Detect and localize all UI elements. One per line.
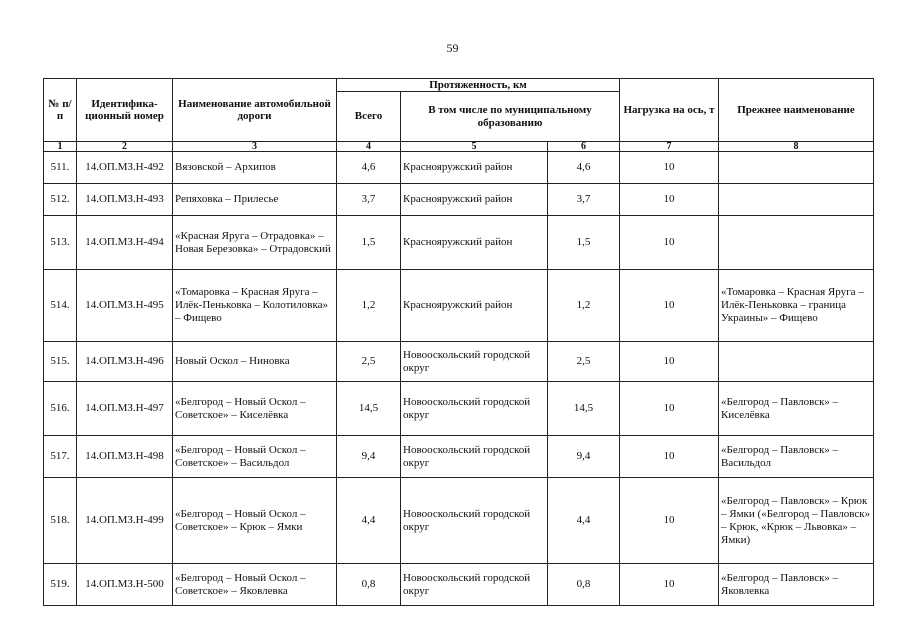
header-incl: В том числе по муниципальному образованию bbox=[401, 92, 620, 142]
previous-name-cell: «Белгород – Павловск» – Васильдол bbox=[719, 436, 874, 478]
previous-name-cell bbox=[719, 184, 874, 216]
length-total-cell: 4,4 bbox=[337, 478, 401, 564]
column-number: 1 bbox=[44, 142, 77, 152]
table-row bbox=[44, 478, 874, 564]
row-number-cell: 515. bbox=[44, 342, 77, 382]
municipality-cell: Новооскольский городской округ bbox=[401, 564, 548, 606]
row-number-cell: 512. bbox=[44, 184, 77, 216]
road-id-cell: 14.ОП.МЗ.Н-498 bbox=[77, 436, 173, 478]
column-number: 2 bbox=[77, 142, 173, 152]
municipality-cell: Краснояружский район bbox=[401, 152, 548, 184]
row-number-cell: 517. bbox=[44, 436, 77, 478]
length-total-cell: 14,5 bbox=[337, 382, 401, 436]
municipality-cell: Новооскольский городской округ bbox=[401, 382, 548, 436]
previous-name-cell bbox=[719, 152, 874, 184]
municipality-cell: Новооскольский городской округ bbox=[401, 342, 548, 382]
previous-name-cell bbox=[719, 342, 874, 382]
axle-load-cell: 10 bbox=[620, 342, 719, 382]
length-total-cell: 1,2 bbox=[337, 270, 401, 342]
road-name-cell: «Белгород – Новый Оскол – Советское» – Крюк – Ямки bbox=[173, 478, 337, 564]
table-row bbox=[44, 184, 874, 216]
municipality-cell: Краснояружский район bbox=[401, 270, 548, 342]
roads-table bbox=[43, 78, 874, 606]
header-name: Наименование автомобильной дороги bbox=[173, 79, 337, 142]
length-municipality-cell: 14,5 bbox=[548, 382, 620, 436]
length-municipality-cell: 2,5 bbox=[548, 342, 620, 382]
column-number: 7 bbox=[620, 142, 719, 152]
row-number-cell: 519. bbox=[44, 564, 77, 606]
road-id-cell: 14.ОП.МЗ.Н-492 bbox=[77, 152, 173, 184]
axle-load-cell: 10 bbox=[620, 270, 719, 342]
road-id-cell: 14.ОП.МЗ.Н-495 bbox=[77, 270, 173, 342]
previous-name-cell bbox=[719, 216, 874, 270]
length-total-cell: 2,5 bbox=[337, 342, 401, 382]
road-name-cell: «Белгород – Новый Оскол – Советское» – Яковлевка bbox=[173, 564, 337, 606]
length-municipality-cell: 3,7 bbox=[548, 184, 620, 216]
table-row bbox=[44, 436, 874, 478]
row-number-cell: 511. bbox=[44, 152, 77, 184]
road-name-cell: «Белгород – Новый Оскол – Советское» – Киселёвка bbox=[173, 382, 337, 436]
axle-load-cell: 10 bbox=[620, 152, 719, 184]
road-name-cell: Вязовской – Архипов bbox=[173, 152, 337, 184]
length-total-cell: 4,6 bbox=[337, 152, 401, 184]
row-number-cell: 513. bbox=[44, 216, 77, 270]
road-id-cell: 14.ОП.МЗ.Н-494 bbox=[77, 216, 173, 270]
municipality-cell: Новооскольский городской округ bbox=[401, 436, 548, 478]
header-load: Нагрузка на ось, т bbox=[620, 79, 719, 142]
page-number: 59 bbox=[446, 41, 459, 55]
table-row bbox=[44, 564, 874, 606]
header-prev: Прежнее наименование bbox=[719, 79, 874, 142]
road-name-cell: Новый Оскол – Ниновка bbox=[173, 342, 337, 382]
axle-load-cell: 10 bbox=[620, 216, 719, 270]
row-number-cell: 516. bbox=[44, 382, 77, 436]
axle-load-cell: 10 bbox=[620, 382, 719, 436]
length-municipality-cell: 4,4 bbox=[548, 478, 620, 564]
table-row bbox=[44, 342, 874, 382]
header-num: № п/п bbox=[44, 79, 77, 142]
axle-load-cell: 10 bbox=[620, 478, 719, 564]
road-id-cell: 14.ОП.МЗ.Н-500 bbox=[77, 564, 173, 606]
column-number: 4 bbox=[337, 142, 401, 152]
road-id-cell: 14.ОП.МЗ.Н-496 bbox=[77, 342, 173, 382]
road-name-cell: «Томаровка – Красная Яруга – Илёк-Пеньковка – Колотиловка» – Фищево bbox=[173, 270, 337, 342]
length-municipality-cell: 0,8 bbox=[548, 564, 620, 606]
column-number: 5 bbox=[401, 142, 548, 152]
length-municipality-cell: 4,6 bbox=[548, 152, 620, 184]
length-total-cell: 3,7 bbox=[337, 184, 401, 216]
municipality-cell: Краснояружский район bbox=[401, 184, 548, 216]
road-name-cell: Репяховка – Прилесье bbox=[173, 184, 337, 216]
table-row bbox=[44, 270, 874, 342]
previous-name-cell: «Белгород – Павловск» – Крюк – Ямки («Белгород – Павловск» – Крюк, «Крюк – Львовка» – Ямки) bbox=[719, 478, 874, 564]
axle-load-cell: 10 bbox=[620, 564, 719, 606]
municipality-cell: Новооскольский городской округ bbox=[401, 478, 548, 564]
length-total-cell: 0,8 bbox=[337, 564, 401, 606]
length-municipality-cell: 9,4 bbox=[548, 436, 620, 478]
axle-load-cell: 10 bbox=[620, 436, 719, 478]
header-id: Идентифика-ционный номер bbox=[77, 79, 173, 142]
road-id-cell: 14.ОП.МЗ.Н-499 bbox=[77, 478, 173, 564]
road-name-cell: «Белгород – Новый Оскол – Советское» – Васильдол bbox=[173, 436, 337, 478]
road-id-cell: 14.ОП.МЗ.Н-493 bbox=[77, 184, 173, 216]
previous-name-cell: «Белгород – Павловск» – Киселёвка bbox=[719, 382, 874, 436]
previous-name-cell: «Белгород – Павловск» – Яковлевка bbox=[719, 564, 874, 606]
header-length-group: Протяженность, км bbox=[337, 79, 620, 92]
road-id-cell: 14.ОП.МЗ.Н-497 bbox=[77, 382, 173, 436]
table-row bbox=[44, 152, 874, 184]
length-total-cell: 9,4 bbox=[337, 436, 401, 478]
previous-name-cell: «Томаровка – Красная Яруга – Илёк-Пеньковка – граница Украины» – Фищево bbox=[719, 270, 874, 342]
length-municipality-cell: 1,5 bbox=[548, 216, 620, 270]
axle-load-cell: 10 bbox=[620, 184, 719, 216]
column-numbers-row bbox=[44, 142, 874, 152]
row-number-cell: 518. bbox=[44, 478, 77, 564]
length-municipality-cell: 1,2 bbox=[548, 270, 620, 342]
table-row bbox=[44, 382, 874, 436]
length-total-cell: 1,5 bbox=[337, 216, 401, 270]
table-row bbox=[44, 216, 874, 270]
column-number: 8 bbox=[719, 142, 874, 152]
column-number: 3 bbox=[173, 142, 337, 152]
municipality-cell: Краснояружский район bbox=[401, 216, 548, 270]
road-name-cell: «Красная Яруга – Отрадовка» – Новая Березовка» – Отрадовский bbox=[173, 216, 337, 270]
row-number-cell: 514. bbox=[44, 270, 77, 342]
column-number: 6 bbox=[548, 142, 620, 152]
header-total: Всего bbox=[337, 92, 401, 142]
